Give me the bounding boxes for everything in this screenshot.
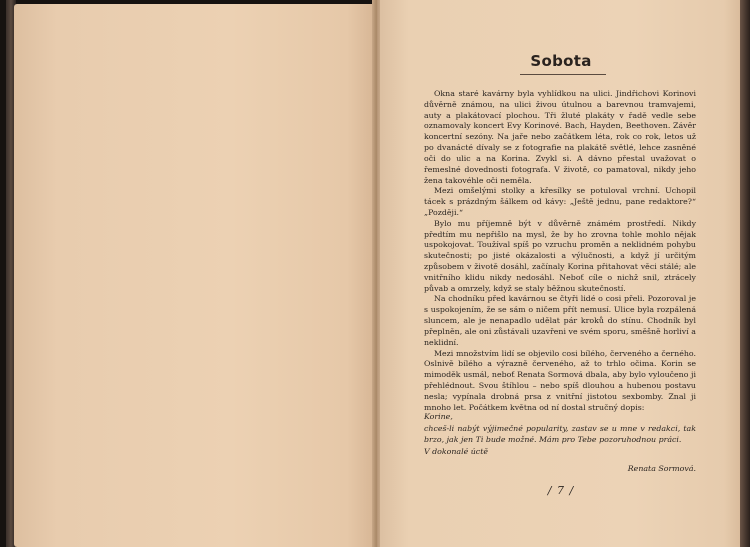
letter-signature: Renata Sormová. [627, 464, 696, 473]
left-page-blank [14, 4, 376, 547]
paragraph: Okna staré kavárny byla vyhlídkou na ulici. Jindřichovi Korinovi důvěrně známou, na ulici živou útulnou a barevnou tramvajemi, auty a plakátovací plochou. Tři žluté plakáty v řadě vedle sebe oznamovaly koncert Evy Korinové. Bach, Hayden, Beethoven. Závěr koncertní sezóny. Na jaře nebo začátkem léta, rok co rok, letos už po dvanácté dívaly se z fotografie na plakátě světlé, lehce zasněné oči do ulic a na Korina. Zvykl si. A dávno přestal uvažovat o řemeslné dovednosti fotografa. V životě, co pamatoval, nikdy jeho žena takovéhle oči neměla. [424, 89, 696, 185]
paragraph: Mezi omšelými stolky a křesílky se potuloval vrchní. Uchopil tácek s prázdným šálkem od kávy: „Ještě jednu, pane redaktore?“ „Později.“ [424, 186, 696, 217]
body-text [424, 89, 696, 413]
title-underline [520, 74, 606, 75]
letter-closing: V dokonalé úctě [424, 446, 488, 456]
paragraph: Na chodníku před kavárnou se čtyři lidé o cosi přeli. Pozoroval je s uspokojením, že se sám o ničem přít nemusí. Ulice byla rozpálená sluncem, ale je nenapadlo udělat pár kroků do stínu. Chodník byl přeplněn, ale oni zůstávali uzavřeni ve svém sporu, směšně horliví a neklidní. [424, 294, 696, 347]
letter-salutation: Korine, [424, 412, 453, 421]
quoted-letter [424, 412, 696, 458]
page-number: / 7 / [547, 484, 575, 497]
paragraph: Mezi množstvím lidí se objevilo cosi bílého, červeného a černého. Oslnivě bílého a výrazně červeného, až to trhlo očima. Korin se mimoděk usmál, neboť Renata Sormová dbala, aby bylo vyloučeno ji přehlédnout. Svou štíhlou – nebo spíš dlouhou a hubenou postavu nesla; vypínala drobná prsa z vnitřní jistotou sexbomby. Znal ji mnoho let. Počátkem května od ní dostal stručný dopis: [424, 348, 696, 412]
paragraph: Bylo mu příjemně být v důvěrně známém prostředí. Nikdy předtím mu nepřišlo na mysl, že by ho zrovna tohle mohlo nějak uspokojovat. Toužíval spíš po vzruchu proměn a neklidném pohybu skutečnosti; po jisté okázalosti a výlučnosti, a když jí určitým způsobem v životě dosáhl, začínaly Korina přitahovat věci stálé; ale vnitřního klidu nikdy nedosáhl. Neboť cíle o nichž snil, ztrácely půvab a omrzely, když se staly běžnou skutečností. [424, 218, 696, 293]
chapter-title: Sobota [530, 52, 592, 70]
book-cover-edge-right [740, 0, 750, 547]
letter-body: chceš-li nabýt výjimečné popularity, zastav se u mne v redakci, tak brzo, jak jen Ti bude možné. Mám pro Tebe pozoruhodnou práci. [424, 423, 696, 444]
